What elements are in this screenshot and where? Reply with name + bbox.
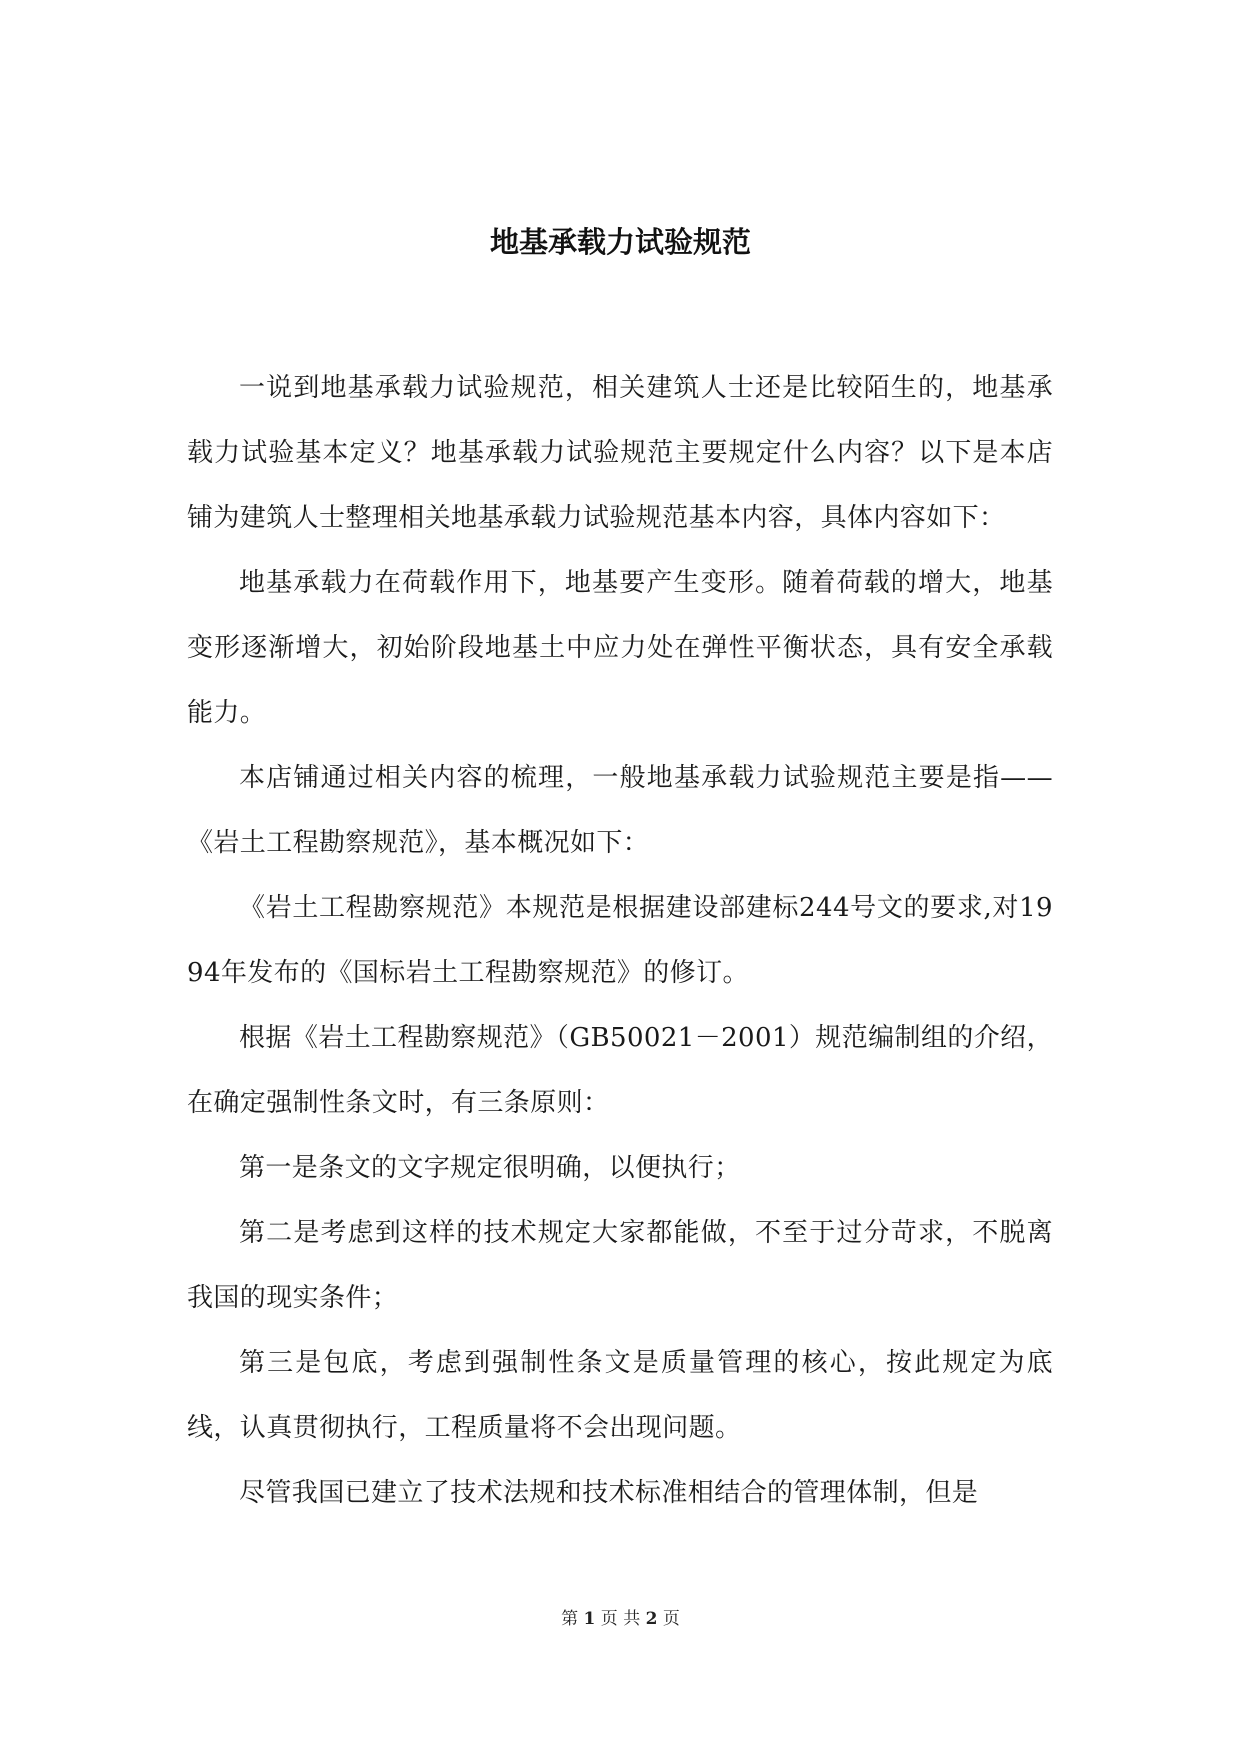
body-paragraph: 地基承载力在荷载作用下，地基要产生变形。随着荷载的增大，地基变形逐渐增大，初始阶段地基土中应力处在弹性平衡状态，具有安全承载能力。 [187, 568, 1053, 728]
body-paragraph: 《岩土工程勘察规范》本规范是根据建设部建标244号文的要求,对1994年发布的《国标岩土工程勘察规范》的修订。 [187, 893, 1053, 988]
footer-prefix: 第 [561, 1609, 584, 1629]
document-title: 地基承载力试验规范 [489, 225, 751, 259]
body-paragraph: 第一是条文的文字规定很明确，以便执行； [239, 1153, 741, 1183]
body-paragraph: 一说到地基承载力试验规范，相关建筑人士还是比较陌生的，地基承载力试验基本定义？地基承载力试验规范主要规定什么内容？以下是本店铺为建筑人士整理相关地基承载力试验规范基本内容，具体内容如下： [187, 373, 1053, 533]
current-page-number: 1 [583, 1609, 596, 1629]
page-footer [0, 1607, 1241, 1631]
body-paragraph: 尽管我国已建立了技术法规和技术标准相结合的管理体制，但是 [239, 1478, 979, 1508]
body-paragraph: 本店铺通过相关内容的梳理，一般地基承载力试验规范主要是指——《岩土工程勘察规范》，基本概况如下： [187, 763, 1053, 858]
footer-suffix: 页 [657, 1609, 680, 1629]
body-paragraph: 第二是考虑到这样的技术规定大家都能做，不至于过分苛求，不脱离我国的现实条件； [187, 1218, 1053, 1313]
footer-middle: 页 共 [595, 1609, 646, 1629]
total-pages-number: 2 [645, 1609, 658, 1629]
document-body [187, 356, 1053, 1526]
body-paragraph: 根据《岩土工程勘察规范》（GB50021－2001）规范编制组的介绍，在确定强制性条文时，有三条原则： [187, 1023, 1053, 1118]
body-paragraph: 第三是包底，考虑到强制性条文是质量管理的核心，按此规定为底线，认真贯彻执行，工程质量将不会出现问题。 [187, 1348, 1053, 1443]
